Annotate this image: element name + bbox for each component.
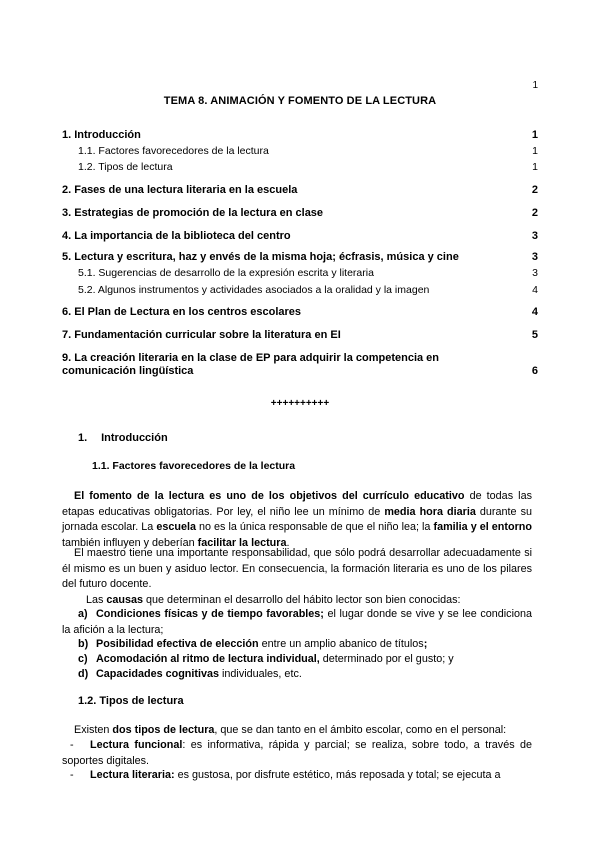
section-heading [78, 432, 168, 444]
toc-entry-label: 2. Fases de una lectura literaria en la escuela [62, 184, 298, 196]
toc-entry-page: 1 [532, 145, 538, 157]
toc-entry-label: 5.1. Sugerencias de desarrollo de la expresión escrita y literaria [78, 267, 374, 279]
toc-entry-page: 1 [532, 161, 538, 173]
page-number: 1 [532, 80, 538, 91]
toc-entry[interactable] [78, 145, 538, 158]
list-item: a) Condiciones físicas y de tiempo favorables; el lugar donde se vive y se lee condiciona la afición a la lectura; [62, 608, 532, 636]
toc-entry[interactable] [62, 184, 538, 197]
toc-entry[interactable] [62, 207, 538, 220]
toc-entry-page: 4 [531, 306, 538, 318]
toc-entry-label: 9. La creación literaria en la clase de EP para adquirir la competencia en comunicación lingüística [62, 352, 440, 377]
subsection-heading: 1.2. Tipos de lectura [78, 695, 184, 707]
toc-entry-page: 1 [531, 129, 538, 141]
toc-entry[interactable] [62, 306, 538, 319]
list-item: b) Posibilidad efectiva de elección entre un amplio abanico de títulos; [78, 638, 428, 650]
toc-entry-page: 6 [531, 365, 538, 377]
toc-entry-page: 3 [531, 251, 538, 263]
toc-entry-label: 4. La importancia de la biblioteca del centro [62, 230, 291, 242]
list-item: - Lectura funcional: es informativa, rápida y parcial; se realiza, sobre todo, a través de soportes digitales. [62, 739, 532, 767]
toc-entry-label: 1. Introducción [62, 129, 141, 141]
toc-entry-page: 3 [531, 230, 538, 242]
toc-entry-label: 1.2. Tipos de lectura [78, 161, 173, 173]
subsection-heading: 1.1. Factores favorecedores de la lectura [92, 460, 296, 472]
toc-entry[interactable] [78, 284, 538, 297]
toc-entry[interactable] [62, 352, 538, 378]
toc-entry-page: 4 [532, 284, 538, 296]
document-title: TEMA 8. ANIMACIÓN Y FOMENTO DE LA LECTURA [163, 95, 437, 107]
section-number: 1. [78, 432, 88, 444]
separator: ++++++++++ [270, 398, 330, 409]
toc-entry-page: 5 [531, 329, 538, 341]
toc-entry-page: 2 [531, 184, 538, 196]
toc-entry[interactable] [62, 251, 538, 264]
toc-entry-label: 6. El Plan de Lectura en los centros escolares [62, 306, 302, 318]
paragraph: Existen dos tipos de lectura, que se dan tanto en el ámbito escolar, como en el personal: [74, 724, 507, 736]
toc-entry-label: 1.1. Factores favorecedores de la lectura [78, 145, 269, 157]
list-item: - Lectura literaria: es gustosa, por disfrute estético, más reposada y total; se ejecuta a [70, 769, 501, 781]
toc-entry-label: 7. Fundamentación curricular sobre la literatura en EI [62, 329, 341, 341]
toc-entry-label: 3. Estrategias de promoción de la lectura en clase [62, 207, 324, 219]
toc-entry[interactable] [62, 329, 538, 342]
paragraph: Las causas que determinan el desarrollo del hábito lector son bien conocidas: [86, 594, 461, 606]
paragraph: El maestro tiene una importante responsabilidad, que sólo podrá desarrollar adecuadamente si él mismo es un buen y asiduo lector. En consecuencia, la formación literaria es uno de los pilares del futuro docente. [62, 547, 532, 590]
toc-entry-label: 5. Lectura y escritura, haz y envés de la misma hoja; écfrasis, música y cine [62, 251, 459, 263]
list-item: c) Acomodación al ritmo de lectura individual, determinado por el gusto; y [78, 653, 454, 665]
toc-entry-page: 3 [532, 267, 538, 279]
paragraph: El fomento de la lectura es uno de los objetivos del currículo educativo de todas las etapas educativas obligatorias. Por ley, el niño lee un mínimo de media hora diaria durante su jornada escolar. La escuela no es la única responsable de que el niño lea; la familia y el entorno también influyen y deberían facilitar la lectura. [62, 490, 532, 549]
list-item: d) Capacidades cognitivas individuales, etc. [78, 668, 302, 680]
toc-entry[interactable] [62, 230, 538, 243]
toc-entry-label: 5.2. Algunos instrumentos y actividades asociados a la oralidad y la imagen [78, 284, 430, 296]
toc-entry-page: 2 [531, 207, 538, 219]
toc-entry[interactable] [78, 267, 538, 280]
toc-entry[interactable] [62, 129, 538, 142]
section-title: Introducción [101, 432, 168, 444]
toc-entry[interactable] [78, 161, 538, 174]
